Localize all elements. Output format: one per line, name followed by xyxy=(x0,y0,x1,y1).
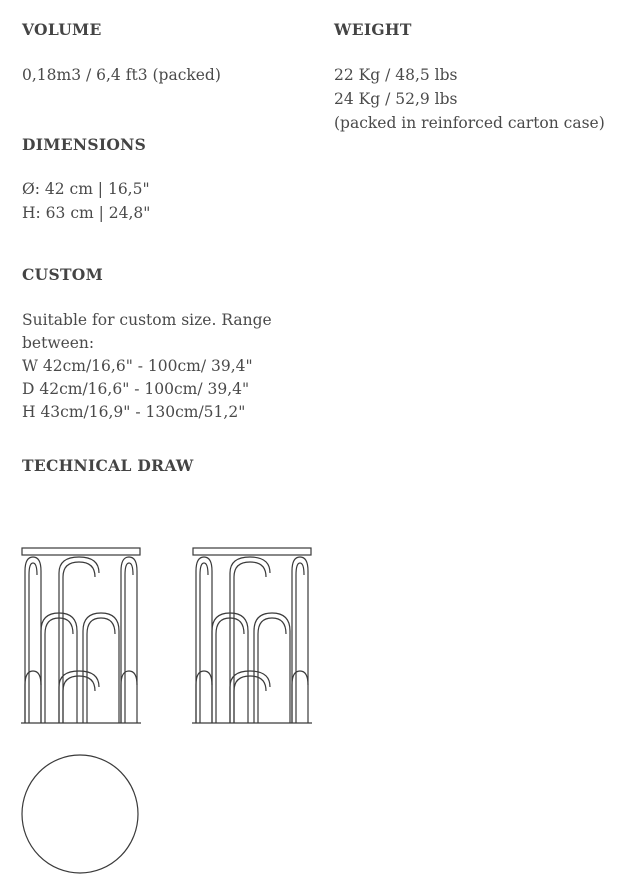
dimensions-height: H: 63 cm | 24,8" xyxy=(22,204,151,222)
volume-heading: VOLUME xyxy=(22,20,102,39)
weight-line-net: 22 Kg / 48,5 lbs xyxy=(334,66,458,84)
volume-value: 0,18m3 / 6,4 ft3 (packed) xyxy=(22,66,221,84)
custom-line-height: H 43cm/16,9" - 130cm/51,2" xyxy=(22,403,246,421)
custom-line-depth: D 42cm/16,6" - 100cm/ 39,4" xyxy=(22,380,250,398)
top-view-circle xyxy=(20,753,140,875)
weight-heading: WEIGHT xyxy=(334,20,412,39)
custom-line-between: between: xyxy=(22,334,95,352)
custom-line-intro: Suitable for custom size. Range xyxy=(22,311,272,329)
tabletop-edge xyxy=(193,548,311,555)
technical-draw-heading: TECHNICAL DRAW xyxy=(22,456,194,475)
dimensions-diameter: Ø: 42 cm | 16,5" xyxy=(22,180,150,198)
front-view-drawing xyxy=(21,547,143,725)
side-view-drawing xyxy=(192,547,314,725)
tabletop-edge xyxy=(22,548,140,555)
custom-heading: CUSTOM xyxy=(22,265,104,284)
custom-line-width: W 42cm/16,6" - 100cm/ 39,4" xyxy=(22,357,253,375)
weight-line-packed: 24 Kg / 52,9 lbs xyxy=(334,90,458,108)
dimensions-heading: DIMENSIONS xyxy=(22,135,147,154)
weight-line-note: (packed in reinforced carton case) xyxy=(334,114,605,132)
